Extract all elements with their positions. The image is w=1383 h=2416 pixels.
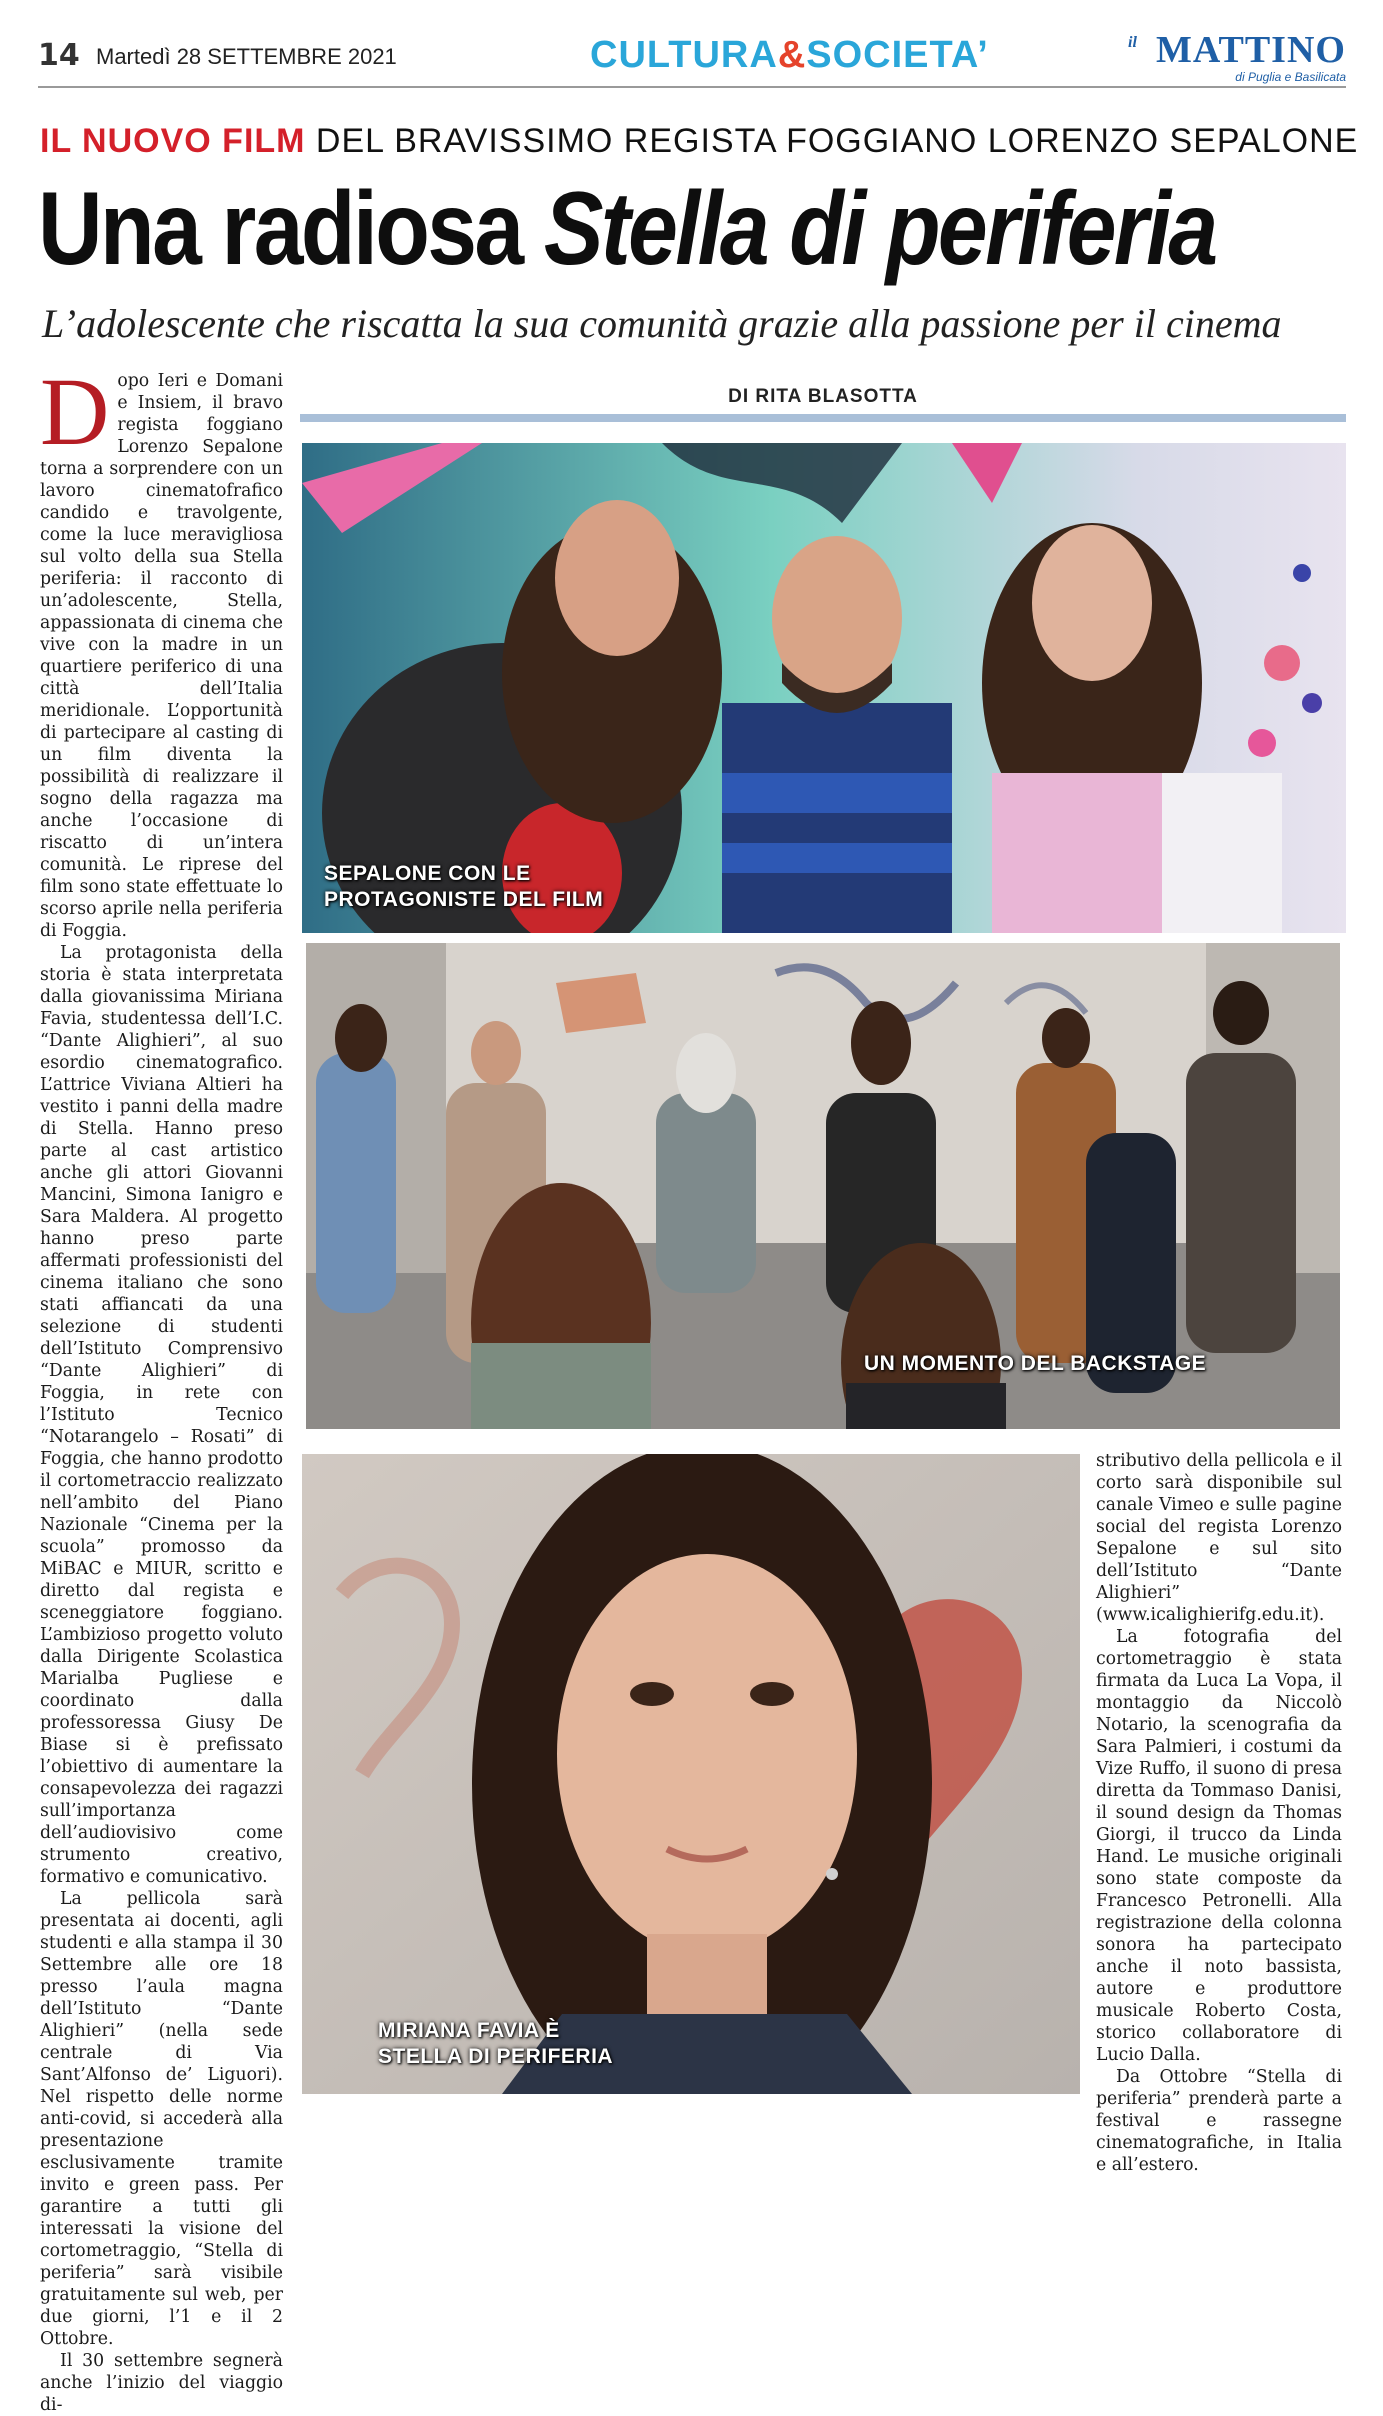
photo-icon bbox=[302, 1454, 1080, 2094]
page-number: 14 bbox=[38, 38, 80, 73]
paragraph: Il 30 settembre segnerà anche l’inizio del viaggio di- bbox=[40, 2351, 283, 2415]
issue-date: Martedì 28 SETTEMBRE 2021 bbox=[96, 44, 397, 69]
photo-icon bbox=[302, 443, 1346, 933]
photo-caption: UN MOMENTO DEL BACKSTAGE bbox=[864, 1352, 1207, 1375]
title-italic: Stella di periferia bbox=[543, 171, 1216, 287]
section-title-part2: SOCIETA’ bbox=[806, 34, 989, 76]
paragraph: La fotografia del cortometraggio è stata firmata da Luca La Vopa, il montaggio da Niccolò Notario, la scenografia da Sara Palmieri, i costumi da Vize Ruffo, il suono di presa diretta da Tommaso Danisi, il sound design da Thomas Giorgi, il trucco da Linda Hand. Le musiche originali sono state composte da Francesco Petronelli. Alla registrazione della colonna sonora ha partecipato anche il noto bassista, autore e produttore musicale Roberto Costa, storico collaboratore di Lucio Dalla. bbox=[1096, 1627, 1342, 2065]
photo-backstage bbox=[306, 943, 1340, 1429]
article-subtitle: L’adolescente che riscatta la sua comunità grazie alla passione per il cinema bbox=[42, 301, 1282, 346]
article-column-3 bbox=[1096, 1450, 1342, 2176]
title-plain: Una radiosa bbox=[38, 171, 544, 287]
paragraph: stributivo della pellicola e il corto sarà disponibile sul canale Vimeo e sulle pagine social del regista Lorenzo Sepalone e sul sito dell’Istituto “Dante Alighieri” (www.icalighierifg.edu.it). bbox=[1096, 1451, 1342, 1625]
paragraph-text: opo Ieri e Domani e Insiem, il bravo regista foggiano Lorenzo Sepalone torna a sorprendere con un lavoro cinematofrafico candido e travolgente, come la luce meravigliosa sul volto della sua Stella periferia: il racconto di un’adolescente, Stella, appassionata di cinema che vive con la madre in un quartiere periferico di una città dell’Italia meridionale. L’opportunità di partecipare al casting di un film diventa la possibilità di realizzare il sogno della ragazza ma anche l’occasione di riscatto di un’intera comunità. Le riprese del film sono state effettuate lo scorso aprile nella periferia di Foggia. bbox=[40, 371, 283, 941]
photo-caption: SEPALONE CON LE PROTAGONISTE DEL FILM bbox=[324, 862, 604, 911]
newspaper-logo bbox=[1128, 30, 1348, 84]
headline-kicker bbox=[40, 122, 1358, 161]
logo-prefix: il bbox=[1128, 34, 1137, 51]
kicker-highlight: IL NUOVO FILM bbox=[40, 122, 306, 160]
photo-caption: MIRIANA FAVIA È STELLA DI PERIFERIA bbox=[378, 2019, 614, 2068]
paragraph: Da Ottobre “Stella di periferia” prenderà parte a festival e rassegne cinematografiche, in Italia e all’estero. bbox=[1096, 2067, 1342, 2175]
photo-portrait bbox=[302, 1454, 1080, 2094]
paragraph: La protagonista della storia è stata interpretata dalla giovanissima Miriana Favia, studentessa dell’I.C. “Dante Alighieri”, al suo esordio cinematografico. L’attrice Viviana Altieri ha vestito i panni della madre di Stella. Hanno preso parte al cast artistico anche gli attori Giovanni Mancini, Simona Ianigro e Sara Maldera. Al progetto hanno preso parte affermati professionisti del cinema italiano che sono stati affiancati da una selezione di studenti dell’Istituto Comprensivo “Dante Alighieri” di Foggia, in rete con l’Istituto Tecnico “Notarangelo – Rosati” di Foggia, che hanno prodotto il cortometraccio realizzato nell’ambito del Piano Nazionale “Cinema per la scuola” promosso da MiBAC e MIUR, scritto e diretto dal regista e sceneggiatore foggiano. L’ambizioso progetto voluto dalla Dirigente Scolastica Marialba Pugliese e coordinato dalla professoressa Giusy De Biase si è prefissato l’obiettivo di aumentare la consapevolezza dei ragazzi sull’importanza dell’audiovisivo come strumento creativo, formativo e comunicativo. bbox=[40, 943, 283, 1887]
header-divider bbox=[38, 86, 1346, 88]
drop-cap: D bbox=[40, 358, 110, 465]
paragraph bbox=[40, 358, 283, 942]
section-title-amp: & bbox=[777, 34, 807, 76]
article-column-1 bbox=[40, 358, 283, 2416]
logo-name: MATTINO bbox=[1156, 29, 1346, 71]
article-title bbox=[38, 170, 1216, 289]
paragraph: La pellicola sarà presentata ai docenti, agli studenti e alla stampa il 30 Settembre alle ore 18 presso l’aula magna dell’Istituto “Dante Alighieri” (nella sede centrale di Via Sant’Alfonso de’ Liguori). Nel rispetto delle norme anti-covid, si accederà alla presentazione esclusivamente tramite invito e green pass. Per garantire a tutti gli interessati la visione del cortometraggio, “Stella di periferia” sarà visibile gratuitamente sul web, per due giorni, l’1 e il 2 Ottobre. bbox=[40, 1889, 283, 2349]
photo-director-cast bbox=[302, 443, 1346, 933]
section-title bbox=[590, 34, 989, 77]
logo-subtitle: di Puglia e Basilicata bbox=[1235, 70, 1346, 84]
kicker-text: DEL BRAVISSIMO REGISTA FOGGIANO LORENZO SEPALONE bbox=[305, 122, 1359, 160]
byline-divider bbox=[300, 414, 1346, 422]
section-title-part1: CULTURA bbox=[590, 34, 778, 76]
byline: DI RITA BLASOTTA bbox=[728, 386, 918, 407]
